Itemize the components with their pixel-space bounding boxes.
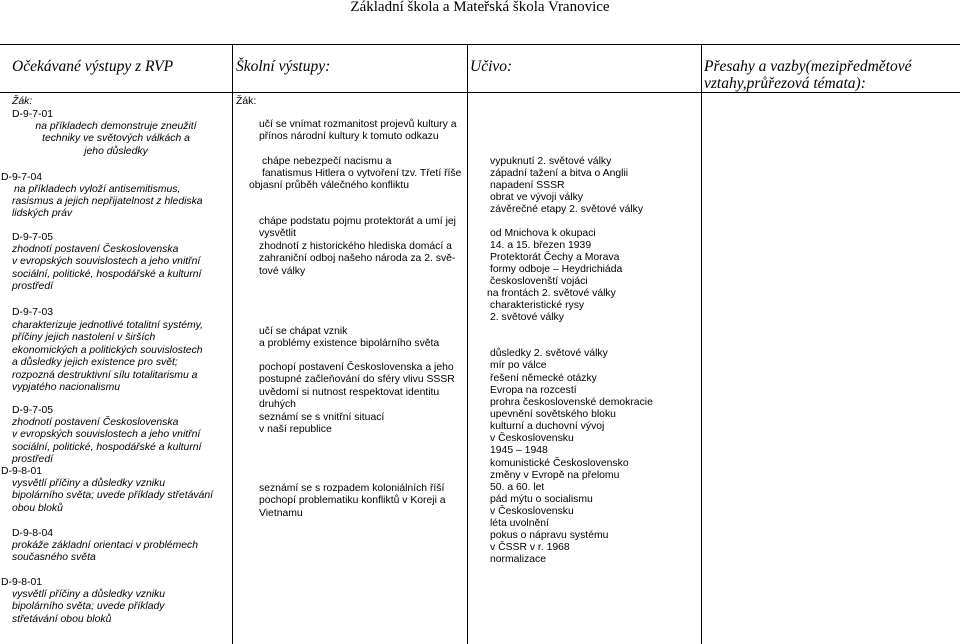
col3-item: řešení německé otázky	[490, 373, 597, 384]
page-title: Základní škola a Mateřská škola Vranovice	[350, 0, 610, 15]
col1-code-8: D-9-8-01	[1, 577, 42, 588]
col1-code-2: D-9-7-04	[1, 172, 42, 183]
col1-text-2b: rasismus a jejich nepřijatelnost z hlediska lidských práv	[12, 196, 203, 220]
col1-text-6: vysvětlí příčiny a důsledky vzniku bipolárního světa; uvede příklady střetávání obou bloků	[12, 478, 214, 514]
col3-item: západní tažení a bitva o Anglii	[490, 168, 629, 179]
col2-p3: chápe podstatu pojmu protektorát a umí jej vysvětlit zhodnotí z historického hlediska domácí a zahraniční odboj našeho národa za 2. svě- tové války	[259, 216, 456, 277]
col2-label-zak: Žák:	[236, 96, 257, 107]
col3-item: Protektorát Čechy a Morava	[490, 252, 620, 263]
col3-item: vypuknutí 2. světové války	[490, 156, 612, 167]
col1-text-7: prokáže základní orientaci v problémech současného světa	[12, 540, 198, 564]
col1-text-4: charakterizuje jednotlivé totalitní systémy, příčiny jejich nastolení v širších ekonomických a politických souvislostech a důsledky jejich existence pro svět; rozpozná destruktivní sílu totalitarismu a vypjatého nacionalismu	[12, 320, 203, 394]
col3-item: charakteristické rysy	[490, 300, 585, 311]
col2-p5: pochopí postavení Československa a jeho postupné začleňování do sféry vlivu SSSR uvědomí si nutnost respektovat identitu druhých seznámí se s vnitřní situací v naší republice	[259, 362, 455, 436]
col3-item: Evropa na rozcestí	[490, 385, 577, 396]
col3-item: léta uvolnění	[490, 518, 549, 529]
col3-item: 14. a 15. březen 1939	[490, 240, 592, 251]
col3-item: důsledky 2. světové války	[490, 348, 608, 359]
col2-p4: učí se chápat vznik a problémy existence bipolárního světa	[259, 326, 440, 350]
col1-code-3: D-9-7-05	[12, 232, 53, 243]
col1-code-4: D-9-7-03	[12, 307, 53, 318]
column-divider-2	[467, 44, 468, 644]
col1-code-5: D-9-7-05	[12, 405, 53, 416]
col3-item: změny v Evropě na přelomu	[490, 470, 620, 481]
col3-item: v ČSSR v r. 1968	[490, 542, 570, 553]
col3-item: napadení SSSR	[490, 180, 565, 191]
col3-item: v Československu	[490, 506, 574, 517]
col3-item: 50. a 60. let	[490, 482, 545, 493]
col3-item: kulturní a duchovní vývoj	[490, 421, 605, 432]
col3-item: komunistické Československo	[490, 458, 629, 469]
col1-text-5: zhodnotí postavení Československa v evropských souvislostech a jeho vnitřní sociální, politické, hospodářské a kulturní prostředí	[12, 417, 202, 466]
header-cross-curricular: Přesahy a vazby(mezipředmětové vztahy,průřezová témata):	[704, 58, 912, 92]
col3-item: závěrečné etapy 2. světové války	[490, 204, 644, 215]
col3-item: obrat ve vývoji války	[490, 192, 583, 203]
col3-item: mír po válce	[490, 360, 547, 371]
col1-code-7: D-9-8-04	[12, 528, 53, 539]
col3-item: prohra československé demokracie	[490, 397, 653, 408]
col3-item: českoslovenští vojáci	[490, 276, 588, 287]
col1-text-8: vysvětlí příčiny a důsledky vzniku bipolárního světa; uvede příklady střetávání obou bloků	[12, 589, 166, 625]
table-top-border	[0, 44, 960, 45]
col3-item: od Mnichova k okupaci	[490, 228, 596, 239]
header-expected-outcomes: Očekávané výstupy z RVP	[12, 58, 174, 75]
col2-p1: učí se vnímat rozmanitost projevů kultury a přínos národní kultury k tomuto odkazu	[259, 119, 457, 143]
col2-p2b: objasní průběh válečného konfliktu	[249, 180, 410, 191]
header-school-outcomes: Školní výstupy:	[236, 58, 331, 75]
col1-text-1: na příkladech demonstruje zneužití techniky ve světových válkách a jeho důsledky	[35, 121, 197, 157]
col3-item: pokus o nápravu systému	[490, 530, 609, 541]
col3-item: upevnění sovětského bloku	[490, 409, 616, 420]
col3-item: pád mýtu o socialismu	[490, 494, 593, 505]
col1-text-3: zhodnotí postavení Československa v evropských souvislostech a jeho vnitřní sociální, politické, hospodářské a kulturní prostředí	[12, 244, 202, 293]
header-curriculum: Učivo:	[470, 58, 513, 75]
col3-item: 2. světové války	[490, 312, 564, 323]
col1-label-zak: Žák:	[12, 96, 33, 107]
col1-code-1: D-9-7-01	[12, 109, 53, 120]
col1-text-2: na příkladech vyloží antisemitismus,	[14, 184, 181, 195]
col2-p6: seznámí se s rozpadem koloniálních říší pochopí problematiku konfliktů v Koreji a Vietnamu	[259, 483, 446, 519]
col3-item: normalizace	[490, 554, 547, 565]
col3-item: formy odboje – Heydrichiáda	[490, 264, 623, 275]
col1-code-6: D-9-8-01	[1, 466, 42, 477]
col2-p2a: chápe nebezpečí nacismu a fanatismus Hitlera o vytvoření tzv. Třetí říše	[262, 156, 462, 180]
header-row-border	[0, 92, 960, 93]
col3-item: na frontách 2. světové války	[487, 288, 616, 299]
col3-item: 1945 – 1948	[490, 445, 548, 456]
column-divider-3	[701, 44, 702, 644]
column-divider-1	[232, 44, 233, 644]
col3-item: v Československu	[490, 433, 574, 444]
